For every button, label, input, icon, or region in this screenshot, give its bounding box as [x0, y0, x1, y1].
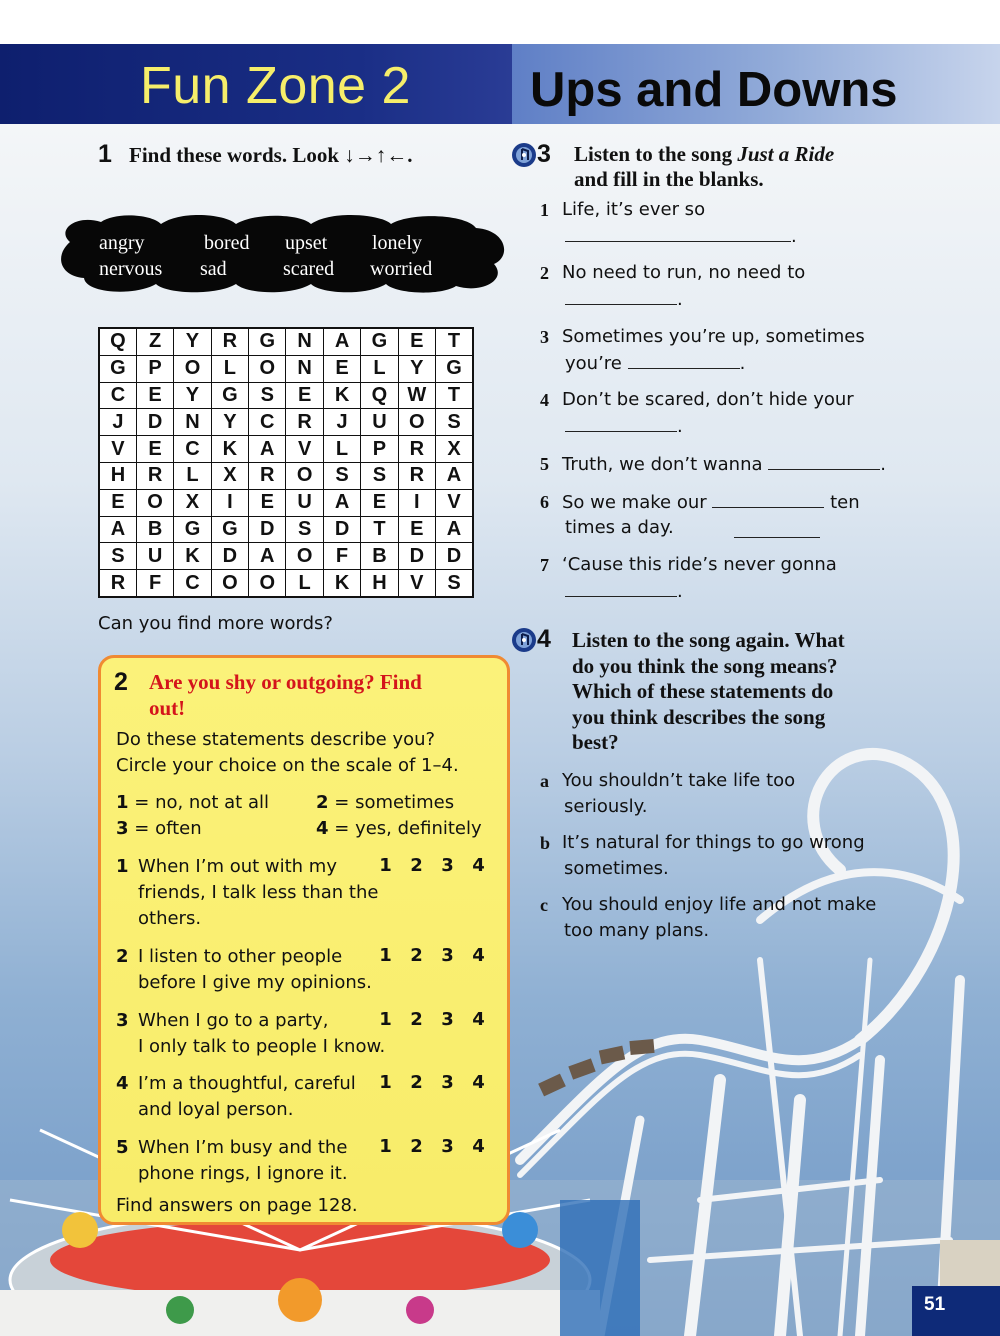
rating-option[interactable]: 2 [410, 1009, 423, 1030]
rating-option[interactable]: 2 [410, 945, 423, 966]
key-text: = often [134, 818, 202, 839]
grid-cell[interactable]: E [136, 382, 173, 409]
key-text: = sometimes [334, 792, 455, 813]
key-text: = no, not at all [134, 792, 269, 813]
grid-cell[interactable]: C [174, 570, 211, 597]
quiz-item-number: 2 [116, 946, 129, 967]
ex3-item-number: 7 [540, 555, 549, 575]
ex2-intro-line2: Circle your choice on the scale of 1–4. [116, 755, 459, 776]
grid-cell[interactable]: A [323, 328, 360, 355]
rating-option[interactable]: 2 [410, 1136, 423, 1157]
grid-cell[interactable]: T [436, 328, 473, 355]
grid-row [99, 543, 473, 570]
cloud-word: angry [99, 232, 145, 254]
ex4-instruction-line: Which of these statements do [572, 679, 834, 703]
quiz-item-text: I listen to other people [138, 946, 343, 967]
grid-cell[interactable]: V [436, 489, 473, 516]
ex4-option-text: seriously. [564, 796, 648, 817]
grid-cell[interactable]: G [361, 328, 398, 355]
grid-cell[interactable]: Y [174, 382, 211, 409]
cloud-word: worried [370, 258, 433, 280]
grid-cell[interactable]: O [286, 462, 323, 489]
ex3-item-text: Sometimes you’re up, sometimes [562, 326, 865, 347]
rating-option[interactable]: 1 [379, 1009, 392, 1030]
ex3-item-line2 [565, 578, 683, 605]
ex3-item-number: 4 [540, 390, 549, 410]
rating-option[interactable]: 4 [472, 1072, 485, 1093]
rating-option[interactable]: 4 [472, 945, 485, 966]
grid-cell[interactable]: T [436, 382, 473, 409]
ex3-item-text3: times a day. [565, 517, 674, 538]
grid-cell[interactable]: V [99, 436, 136, 463]
grid-cell[interactable]: C [249, 409, 286, 436]
song-title: Just a Ride [737, 142, 835, 166]
rating-scale [370, 855, 494, 876]
grid-cell[interactable]: G [99, 355, 136, 382]
ex4-option-text: You should enjoy life and not make [562, 894, 877, 915]
unit-title: Ups and Downs [530, 63, 898, 117]
ex2-heading-line2: out! [149, 696, 186, 720]
grid-cell[interactable]: O [136, 489, 173, 516]
ex2-heading-line1: Are you shy or outgoing? Find [149, 670, 422, 694]
fun-zone-title: Fun Zone 2 [140, 57, 411, 115]
grid-cell[interactable]: Y [211, 409, 248, 436]
grid-cell[interactable]: T [361, 516, 398, 543]
rating-option[interactable]: 4 [472, 1009, 485, 1030]
grid-cell[interactable]: S [286, 516, 323, 543]
key-num: 3 [116, 818, 129, 839]
cloud-word: scared [283, 258, 335, 280]
grid-cell[interactable]: N [174, 409, 211, 436]
ex3-item-line [562, 489, 860, 516]
scale-key-3 [116, 816, 202, 842]
grid-cell[interactable]: E [323, 355, 360, 382]
ex4-option-text: It’s natural for things to go wrong [562, 832, 865, 853]
ex3-item-line2 [565, 223, 797, 250]
key-num: 2 [316, 792, 329, 813]
ex3-punct: . [677, 416, 683, 437]
ex3-punct: . [791, 226, 797, 247]
grid-cell[interactable]: R [249, 462, 286, 489]
rating-option[interactable]: 1 [379, 855, 392, 876]
ex4-option-letter: c [540, 895, 548, 915]
grid-cell[interactable]: A [436, 462, 473, 489]
grid-cell[interactable]: D [249, 516, 286, 543]
grid-cell[interactable]: I [211, 489, 248, 516]
answer-blank[interactable] [734, 519, 820, 538]
rating-option[interactable]: 4 [472, 855, 485, 876]
grid-cell[interactable]: R [99, 570, 136, 597]
ex3-item-line2 [565, 286, 683, 313]
grid-cell[interactable]: S [436, 409, 473, 436]
ex3-item-number: 5 [540, 454, 549, 474]
grid-cell[interactable]: E [398, 328, 435, 355]
grid-cell[interactable]: E [398, 516, 435, 543]
quiz-item-text: I’m a thoughtful, careful [138, 1073, 356, 1094]
ex3-item-line2 [565, 350, 745, 377]
grid-row [99, 382, 473, 409]
quiz-item-text: phone rings, I ignore it. [138, 1163, 348, 1184]
rating-scale [370, 1072, 494, 1093]
ex3-item-number: 1 [540, 200, 549, 220]
grid-cell[interactable]: A [323, 489, 360, 516]
answer-blank[interactable] [565, 286, 677, 305]
ex4-option-text: too many plans. [564, 920, 710, 941]
grid-cell[interactable]: D [323, 516, 360, 543]
grid-cell[interactable]: L [211, 355, 248, 382]
ex4-option-text: sometimes. [564, 858, 669, 879]
quiz-item-text: When I’m out with my [138, 856, 337, 877]
grid-cell[interactable]: X [211, 462, 248, 489]
ex4-option-letter: b [540, 833, 551, 853]
grid-cell[interactable]: E [361, 489, 398, 516]
cloud-word: upset [285, 232, 328, 254]
grid-cell[interactable]: F [136, 570, 173, 597]
rating-option[interactable]: 1 [379, 1072, 392, 1093]
quiz-item-number: 1 [116, 856, 129, 877]
ex3-punct: . [739, 353, 746, 374]
rating-option[interactable]: 3 [441, 1072, 454, 1093]
grid-cell[interactable]: R [398, 436, 435, 463]
grid-cell[interactable]: O [398, 409, 435, 436]
grid-cell[interactable]: K [174, 543, 211, 570]
scale-key-4 [316, 816, 482, 842]
rating-option[interactable]: 3 [441, 855, 454, 876]
grid-cell[interactable]: X [174, 489, 211, 516]
ex4-instruction-line: you think describes the song [572, 704, 826, 729]
rating-option[interactable]: 1 [379, 945, 392, 966]
grid-cell[interactable]: V [286, 436, 323, 463]
grid-row [99, 489, 473, 516]
grid-cell[interactable]: G [211, 382, 248, 409]
ex3-punct: . [677, 581, 683, 602]
quiz-item-number: 3 [116, 1010, 129, 1031]
rating-option[interactable]: 3 [441, 945, 454, 966]
answer-blank[interactable] [768, 451, 880, 470]
grid-cell[interactable]: C [174, 436, 211, 463]
grid-cell[interactable]: D [398, 543, 435, 570]
grid-cell[interactable]: G [436, 355, 473, 382]
ex3-item-text: Don’t be scared, don’t hide your [562, 389, 854, 410]
ex3-item-text2: you’re [565, 353, 622, 374]
ex2-intro-line1: Do these statements describe you? [116, 729, 436, 750]
grid-cell[interactable]: O [174, 355, 211, 382]
grid-cell[interactable]: S [436, 570, 473, 597]
answer-blank[interactable] [565, 413, 677, 432]
cloud-word: nervous [99, 258, 163, 280]
quiz-item-number: 4 [116, 1073, 129, 1094]
ex4-instruction-line: Listen to the song again. What [572, 628, 845, 652]
grid-cell[interactable]: U [361, 409, 398, 436]
grid-cell[interactable]: H [361, 570, 398, 597]
grid-cell[interactable]: E [249, 489, 286, 516]
grid-row [99, 436, 473, 463]
grid-cell[interactable]: W [398, 382, 435, 409]
grid-cell[interactable]: A [249, 436, 286, 463]
quiz-item-text: before I give my opinions. [138, 972, 372, 993]
audio-cd-icon[interactable] [511, 627, 537, 653]
scale-key-1 [116, 790, 269, 816]
ex4-number: 4 [537, 625, 551, 653]
grid-cell[interactable]: Z [136, 328, 173, 355]
ex3-item-number: 3 [540, 327, 549, 347]
key-num: 4 [316, 818, 329, 839]
ex3-item-text: ‘Cause this ride’s never gonna [562, 554, 837, 575]
ex3-item-line2 [565, 515, 674, 541]
grid-row [99, 516, 473, 543]
ex3-instruction-line2: and fill in the blanks. [574, 167, 764, 191]
ex4-instruction-line: best? [572, 730, 619, 754]
answer-blank[interactable] [628, 350, 740, 369]
quiz-item-text: others. [138, 908, 202, 929]
grid-cell[interactable]: E [136, 436, 173, 463]
grid-cell[interactable]: D [136, 409, 173, 436]
grid-cell[interactable]: R [211, 328, 248, 355]
ex3-number: 3 [537, 140, 551, 168]
rating-option[interactable]: 4 [472, 1136, 485, 1157]
quiz-item-number: 5 [116, 1137, 129, 1158]
answer-blank[interactable] [565, 578, 677, 597]
scale-key-2 [316, 790, 454, 816]
grid-cell[interactable]: O [249, 570, 286, 597]
wordsearch-grid [98, 327, 474, 598]
grid-cell[interactable]: S [323, 462, 360, 489]
grid-cell[interactable]: K [323, 570, 360, 597]
grid-cell[interactable]: A [99, 516, 136, 543]
grid-cell[interactable]: L [286, 570, 323, 597]
grid-cell[interactable]: O [286, 543, 323, 570]
rating-scale [370, 1009, 494, 1030]
grid-cell[interactable]: L [323, 436, 360, 463]
grid-cell[interactable]: Y [398, 355, 435, 382]
grid-row [99, 570, 473, 597]
ex3-item-text: So we make our [562, 492, 707, 513]
ex3-item-text: No need to run, no need to [562, 262, 806, 283]
grid-cell[interactable]: R [136, 462, 173, 489]
grid-cell[interactable]: U [286, 489, 323, 516]
grid-cell[interactable]: A [436, 516, 473, 543]
grid-cell[interactable]: N [286, 328, 323, 355]
grid-cell[interactable]: U [136, 543, 173, 570]
rating-option[interactable]: 3 [441, 1136, 454, 1157]
grid-cell[interactable]: N [286, 355, 323, 382]
grid-cell[interactable]: E [286, 382, 323, 409]
grid-cell[interactable]: R [286, 409, 323, 436]
ex2-number: 2 [114, 668, 128, 696]
grid-row [99, 409, 473, 436]
grid-cell[interactable]: S [249, 382, 286, 409]
rating-option[interactable]: 2 [410, 1072, 423, 1093]
grid-cell[interactable]: O [211, 570, 248, 597]
cloud-word: sad [200, 258, 227, 280]
grid-cell[interactable]: L [174, 462, 211, 489]
grid-cell[interactable]: Q [361, 382, 398, 409]
ex4-option-text: You shouldn’t take life too [562, 770, 796, 791]
rating-scale [370, 1136, 494, 1157]
quiz-item-text: When I’m busy and the [138, 1137, 348, 1158]
cloud-word: lonely [372, 232, 422, 254]
ex3-punct: . [677, 289, 683, 310]
answer-blank[interactable] [565, 223, 791, 242]
grid-cell[interactable]: O [249, 355, 286, 382]
grid-cell[interactable]: D [211, 543, 248, 570]
grid-row [99, 462, 473, 489]
grid-cell[interactable]: J [99, 409, 136, 436]
ex3-item-line [562, 451, 886, 478]
ex1-number: 1 [98, 140, 112, 168]
grid-cell[interactable]: Q [99, 328, 136, 355]
ex3-item-line2 [565, 413, 683, 440]
rating-option[interactable]: 1 [379, 1136, 392, 1157]
cloud-word: bored [204, 232, 250, 254]
ex3-item-text: Truth, we don’t wanna [562, 454, 763, 475]
quiz-item-text: and loyal person. [138, 1099, 294, 1120]
grid-cell[interactable]: P [361, 436, 398, 463]
grid-cell[interactable]: J [323, 409, 360, 436]
grid-cell[interactable]: R [398, 462, 435, 489]
grid-cell[interactable]: B [136, 516, 173, 543]
quiz-item-text: I only talk to people I know. [138, 1036, 386, 1057]
rating-scale [370, 945, 494, 966]
key-text: = yes, definitely [334, 818, 482, 839]
grid-row [99, 355, 473, 382]
grid-cell[interactable]: I [398, 489, 435, 516]
grid-cell[interactable]: V [398, 570, 435, 597]
grid-cell[interactable]: S [361, 462, 398, 489]
ex1-instruction: Find these words. Look ↓→↑←. [129, 143, 413, 167]
grid-cell[interactable]: B [361, 543, 398, 570]
grid-cell[interactable]: H [99, 462, 136, 489]
ex4-instruction-line: do you think the song means? [572, 653, 838, 678]
grid-cell[interactable]: P [136, 355, 173, 382]
quiz-item-text: When I go to a party, [138, 1010, 329, 1031]
grid-cell[interactable]: E [99, 489, 136, 516]
grid-cell[interactable]: F [323, 543, 360, 570]
grid-cell[interactable]: D [436, 543, 473, 570]
grid-cell[interactable]: G [174, 516, 211, 543]
ex3-instruction [574, 142, 834, 167]
grid-cell[interactable]: X [436, 436, 473, 463]
ex3-item-number: 2 [540, 263, 549, 283]
grid-cell[interactable]: L [361, 355, 398, 382]
grid-cell[interactable]: S [99, 543, 136, 570]
grid-cell[interactable]: A [249, 543, 286, 570]
ex3-instruction-text: Listen to the song [574, 142, 738, 166]
ex2-footer: Find answers on page 128. [116, 1195, 358, 1216]
key-num: 1 [116, 792, 129, 813]
ex1-more-words: Can you find more words? [98, 613, 333, 634]
ex3-item-text: Life, it’s ever so [562, 199, 706, 220]
grid-cell[interactable]: G [211, 516, 248, 543]
ex4-option-letter: a [540, 771, 549, 791]
answer-blank[interactable] [712, 489, 824, 508]
ex3-item-number: 6 [540, 492, 549, 512]
ex1-header [98, 140, 413, 169]
page-number: 51 [912, 1286, 1000, 1336]
ex3-punct: . [880, 454, 886, 475]
grid-cell[interactable]: G [249, 328, 286, 355]
grid-cell[interactable]: Y [174, 328, 211, 355]
grid-cell[interactable]: K [211, 436, 248, 463]
quiz-item-text: friends, I talk less than the [138, 882, 379, 903]
grid-row [99, 328, 473, 355]
rating-option[interactable]: 2 [410, 855, 423, 876]
grid-cell[interactable]: K [323, 382, 360, 409]
ex3-item-text2: ten [830, 492, 860, 513]
rating-option[interactable]: 3 [441, 1009, 454, 1030]
audio-cd-icon[interactable] [511, 142, 537, 168]
grid-cell[interactable]: C [99, 382, 136, 409]
